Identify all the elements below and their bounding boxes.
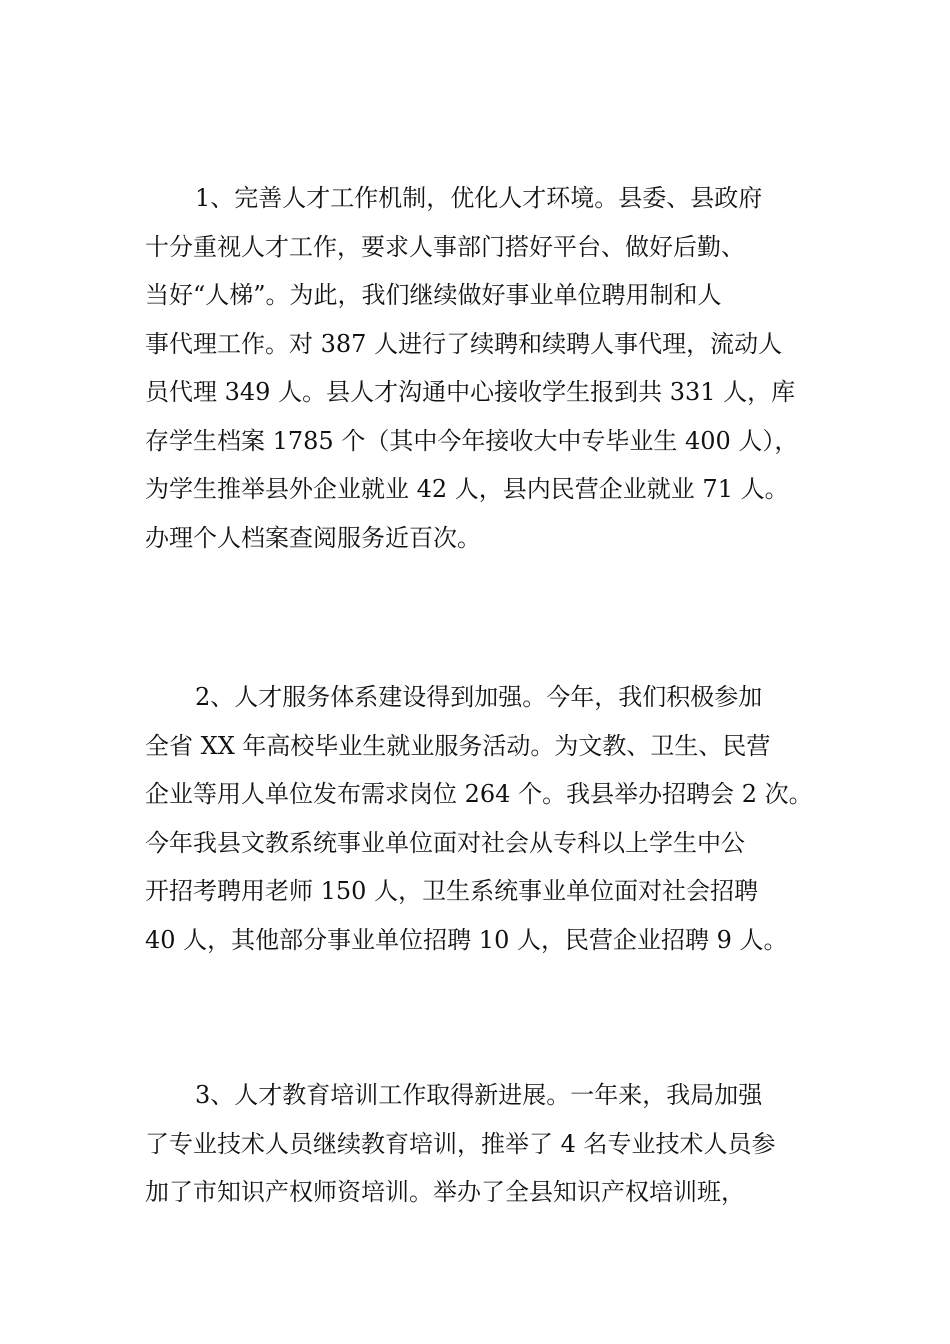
paragraph-line: 了专业技术人员继续教育培训，推举了 4 名专业技术人员参 bbox=[145, 1129, 776, 1158]
paragraph-line: 当好“人梯”。为此，我们继续做好事业单位聘用制和人 bbox=[145, 281, 722, 309]
paragraph-line: 40 人，其他部分事业单位招聘 10 人，民营企业招聘 9 人。 bbox=[145, 925, 788, 954]
paragraph-talent-training bbox=[145, 1071, 825, 1217]
paragraph-line: 企业等用人单位发布需求岗位 264 个。我县举办招聘会 2 次。 bbox=[145, 780, 813, 808]
paragraph-line: 全省 XX 年高校毕业生就业服务活动。为文教、卫生、民营 bbox=[145, 731, 771, 760]
paragraph-line: 存学生档案 1785 个（其中今年接收大中专毕业生 400 人）， bbox=[145, 426, 799, 455]
paragraph-line: 2、人才服务体系建设得到加强。今年，我们积极参加 bbox=[195, 683, 763, 711]
paragraph-line: 事代理工作。对 387 人进行了续聘和续聘人事代理，流动人 bbox=[145, 329, 783, 358]
paragraph-line: 员代理 349 人。县人才沟通中心接收学生报到共 331 人，库 bbox=[145, 378, 796, 406]
paragraph-talent-service bbox=[145, 673, 825, 964]
paragraph-line: 办理个人档案查阅服务近百次。 bbox=[145, 523, 481, 552]
paragraph-talent-mechanism bbox=[145, 174, 825, 562]
paragraph-line: 为学生推举县外企业就业 42 人，县内民营企业就业 71 人。 bbox=[145, 475, 789, 503]
paragraph-line: 1、完善人才工作机制，优化人才环境。县委、县政府 bbox=[195, 184, 763, 212]
paragraph-line: 今年我县文教系统事业单位面对社会从专科以上学生中公 bbox=[145, 828, 745, 857]
paragraph-line: 十分重视人才工作，要求人事部门搭好平台、做好后勤、 bbox=[145, 232, 745, 261]
paragraph-line: 开招考聘用老师 150 人，卫生系统事业单位面对社会招聘 bbox=[145, 877, 759, 905]
paragraph-line: 3、人才教育培训工作取得新进展。一年来，我局加强 bbox=[195, 1081, 763, 1109]
paragraph-line: 加了市知识产权师资培训。举办了全县知识产权培训班， bbox=[145, 1178, 745, 1206]
